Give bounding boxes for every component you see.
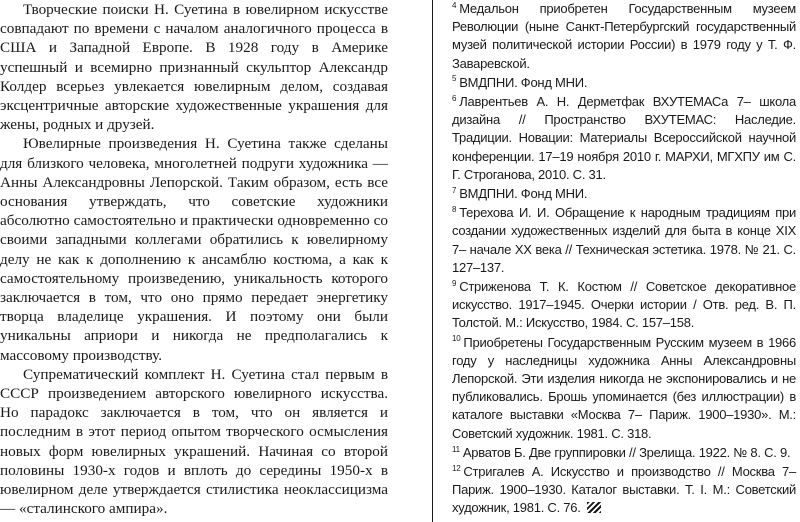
footnote [452,278,796,333]
footnote-text: Медальон приобретен Государственным музеем Революции (ныне Санкт-Петербургский государственный музей политической истории России) в 1979 году у Т. Ф. Заваревской. [452,1,796,71]
footnote-number: 11 [452,444,460,454]
footnote [452,0,796,73]
footnote-number: 4 [452,0,457,10]
footnote-text: Стригалев А. Искусство и производство // Москва 7– Париж. 1900–1930. Каталог выставки. Т. I. М.: Советский художник, 1981. С. 76. [452,464,796,516]
footnote [452,463,796,518]
footnote-text: ВМДПНИ. Фонд МНИ. [459,186,588,202]
footnote-text: Лаврентьев А. Н. Дерметфак ВХУТЕМАСа 7– школа дизайна // Пространство ВХУТЕМАС: Наследие. Традиции. Новации: Материалы Всероссийской научной конференции. 17–19 ноября 2010 г. МАРХИ, МГХПУ им С. Г. Строганова, 2010. С. 31. [452,94,796,182]
footnote-text: Терехова И. И. Обращение к народным традициям при создании художественных изделий для быта в конце XIX 7– начале XX века // Техническая эстетика. 1978. № 21. С. 127–137. [452,205,796,275]
footnote-text: Арватов Б. Две группировки // Зрелища. 1922. № 8. С. 9. [462,444,791,460]
main-text-column [0,0,388,518]
footnote-number: 5 [452,74,457,84]
footnote-text: ВМДПНИ. Фонд МНИ. [459,74,588,90]
footnote-number: 8 [452,204,457,214]
footnote [452,74,796,92]
footnote-number: 7 [452,185,457,195]
footnote-number: 9 [452,278,457,288]
footnote-text: Стриженова Т. К. Костюм // Советское декоративное искусство. 1917–1945. Очерки истории / Отв. ред. В. П. Толстой. М.: Искусство, 1984. С. 157–158. [452,279,796,331]
footnote-text: Приобретены Государственным Русским музеем в 1966 году у наследницы художника Анны Александровны Лепорской. Эти изделия никогда не экспонировались и не публиковались. Брошь упоминается (без иллюстрации) в каталоге выставки «Москва 7– Париж. 1900–1930». М.: Советский художник. 1981. С. 318. [452,334,796,441]
footnote-number: 6 [452,93,457,103]
paragraph: Ювелирные произведения Н. Суетина также сделаны для близкого человека, многолетней подруги художника — Анны Александровны Лепорской. Таким образом, есть все основания утверждать, что советские художники абсолютно самостоятельно и практически одновременно со своими западными коллегами обратились к ювелирному делу не как к дополнению к ансамблю костюма, а как к самостоятельному произведению, уникальность которого заключается в том, что оно прямо передает энергетику творца владелице украшения. И поэтому они были уникальны априори и никогда не предполагались к массовому производству. [0,135,388,364]
paragraph: Супрематический комплект Н. Суетина стал первым в СССР произведением авторского ювелирного искусства. Но парадокс заключается в том, что он является и последним в этот период опытом творческого осмысления новых форм ювелирных украшений. Начиная со второй половины 1930-х годов и вплоть до середины 1950-х в ювелирном деле утверждается стилистика неоклассицизма — «сталинского ампира». [0,365,388,518]
footnote-number: 12 [452,463,461,473]
footnote [452,444,796,462]
footnotes-column [452,0,796,519]
end-of-article-icon [587,502,601,513]
footnote [452,334,796,443]
footnote [452,93,796,184]
paragraph: Творческие поиски Н. Суетина в ювелирном искусстве совпадают по времени с началом аналогичного процесса в США и Западной Европе. В 1928 году в Америке успешный и всемирно признанный скульптор Александр Колдер всерьез увлекается ювелирным делом, создавая эксцентричные авторские художественные украшения для жены, родных и друзей. [0,1,388,134]
footnote-number: 10 [452,334,461,344]
column-divider [432,0,433,522]
footnote [452,204,796,277]
footnote [452,185,796,203]
